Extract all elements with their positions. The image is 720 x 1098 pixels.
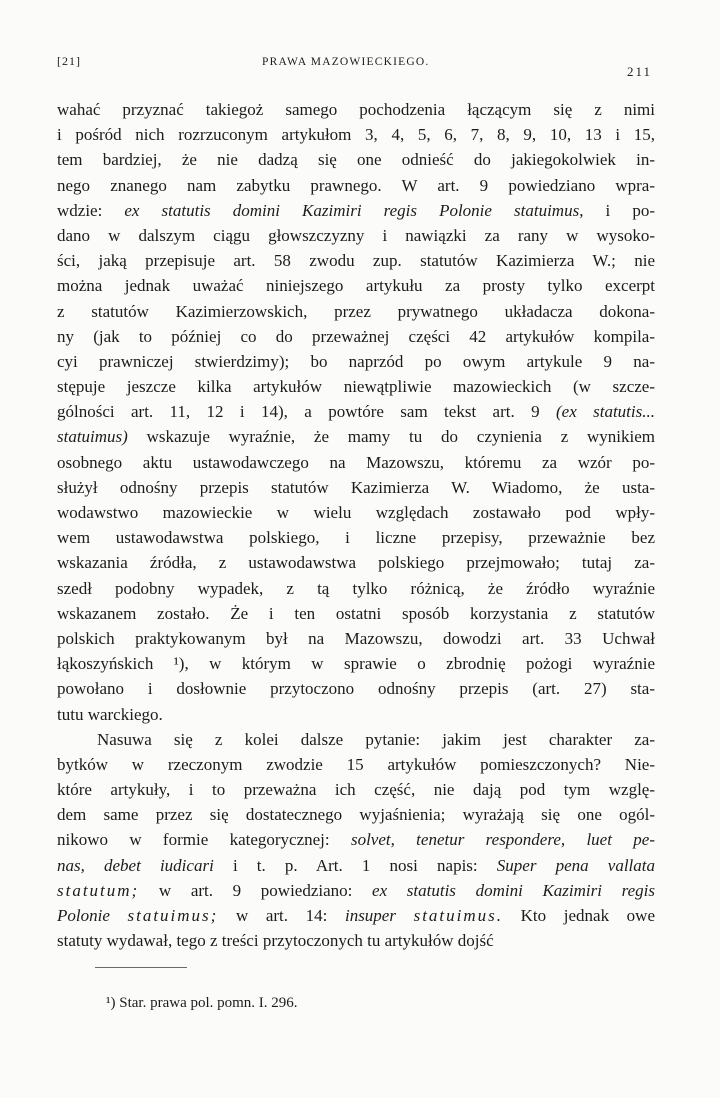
text-line [57, 424, 655, 449]
text-line [57, 223, 655, 248]
text-segment: stępuje jeszcze kilka artykułów niewątpliwie mazowieckich (w szcze- [57, 377, 655, 397]
text-line [57, 802, 655, 827]
text-segment: służył odnośny przepis statutów Kazimierza W. Wiadomo, że usta- [57, 477, 655, 497]
footnote-rule [95, 967, 187, 968]
text-segment: szedł podobny wypadek, z tą tylko różnicą, że źródło wyraźnie [57, 578, 655, 598]
text-segment: Kto jednak owe [503, 906, 655, 925]
text-line [57, 702, 655, 727]
text-segment: które artykuły, i to przeważna ich część, nie dają pod tym wzglę- [57, 780, 655, 800]
text-segment: statuty wydawał, tego z treści przytoczonych tu artykułów dojść [57, 931, 494, 951]
text-segment: wskazanem zostało. Że i ten ostatni sposób korzystania z statutów [57, 603, 655, 623]
text-line [57, 273, 655, 298]
text-line [57, 450, 655, 475]
text-line [57, 374, 655, 399]
text-line [57, 349, 655, 374]
signature-mark: [21] [57, 54, 81, 68]
emphasized-text: (ex statutis... [555, 402, 655, 422]
text-line [57, 601, 655, 626]
emphasized-text: nas, debet iudicari [57, 855, 214, 875]
emphasized-text: ex statutis domini Kazimiri regis Polonie statuimus [124, 200, 580, 220]
text-segment: wem ustawodawstwa polskiego, i liczne przepisy, przeważnie bez [57, 528, 655, 548]
text-segment: wahać przyznać takiegoż samego pochodzenia łączącym się z nimi [57, 100, 655, 119]
text-segment: nego znanego nam zabytku prawnego. W art. 9 powiedziano wpra- [57, 175, 655, 195]
text-segment: z statutów Kazimierzowskich, przez prywatnego układacza dokona- [57, 301, 655, 321]
text-line [57, 903, 655, 928]
text-line [57, 500, 655, 525]
text-line [57, 827, 655, 852]
text-line [57, 299, 655, 324]
text-segment: powołano i dosłownie przytoczono odnośny przepis (art. 27) sta- [57, 679, 655, 699]
text-segment: w art. 14: [218, 906, 345, 925]
text-segment: ny (jak to później co do przeważnej części 42 artykułów kompila- [57, 326, 655, 346]
text-line [57, 147, 655, 172]
text-line [57, 97, 655, 122]
page-number: 211 [626, 64, 652, 79]
text-segment: polskich praktykowanym był na Mazowszu, dowodzi art. 33 Uchwał [57, 628, 655, 648]
emphasized-text: Super pena vallata [496, 855, 655, 875]
text-line [57, 853, 655, 878]
text-line [57, 550, 655, 575]
emphasized-text: statuimus. [413, 906, 504, 925]
text-line [57, 399, 655, 424]
running-header [57, 48, 652, 78]
text-segment: Nasuwa się z kolei dalsze pytanie: jakim jest charakter za- [97, 729, 655, 749]
text-line [57, 173, 655, 198]
emphasized-text: solvet, tenetur respondere, luet pe- [350, 830, 655, 850]
text-segment: można jednak uważać niniejszego artykułu za prosty tylko excerpt [57, 276, 655, 296]
emphasized-text: statuimus) [57, 427, 128, 447]
text-segment: dano w dalszym ciągu głowszczyzny i nawiązki za rany w wysoko- [57, 225, 655, 245]
body-text [57, 97, 655, 953]
text-line [57, 676, 655, 701]
text-line [57, 475, 655, 500]
text-line [57, 878, 655, 903]
text-segment: łąkoszyńskich ¹), w którym w sprawie o zbrodnię pożogi wyraźnie [57, 654, 655, 674]
emphasized-text: ex statutis domini Kazimiri regis [372, 880, 655, 900]
text-line [57, 576, 655, 601]
text-line [57, 324, 655, 349]
text-line [57, 752, 655, 777]
text-segment: tem bardziej, że nie dadzą się one odnieść do jakiegokolwiek in- [57, 150, 655, 170]
text-segment: wdzie: [57, 200, 125, 220]
text-segment: w art. 9 powiedziano: [139, 880, 373, 900]
text-line [57, 198, 655, 223]
text-segment: nikowo w formie kategorycznej: [57, 830, 351, 850]
text-segment: osobnego aktu ustawodawczego na Mazowszu, któremu za wzór po- [57, 452, 655, 472]
text-line [57, 248, 655, 273]
text-segment: wskazuje wyraźnie, że mamy tu do czynienia z wynikiem [127, 427, 655, 447]
emphasized-text: statutum; [57, 880, 140, 900]
text-line [57, 525, 655, 550]
running-title: PRAWA MAZOWIECKIEGO. [262, 56, 430, 68]
text-segment: , i po- [579, 200, 655, 220]
text-line [57, 122, 655, 147]
text-segment: i pośród nich rozrzuconym artykułom 3, 4, 5, 6, 7, 8, 9, 10, 13 i 15, [57, 125, 655, 145]
text-segment: wodawstwo mazowieckie w wielu względach zostawało pod wpły- [57, 503, 655, 522]
text-line [57, 626, 655, 651]
text-segment: tutu warckiego. [57, 704, 163, 724]
footnote: ¹) Star. prawa pol. pomn. I. 296. [106, 995, 298, 1011]
emphasized-text: insuper [344, 906, 414, 925]
text-line [57, 777, 655, 802]
emphasized-text: statuimus; [127, 906, 219, 925]
text-line [57, 727, 655, 752]
text-segment: ści, jaką przepisuje art. 58 zwodu zup. statutów Kazimierza W.; nie [57, 251, 655, 271]
text-segment: gólności art. 11, 12 i 14), a powtóre sam tekst art. 9 [57, 402, 556, 422]
emphasized-text: Polonie [57, 906, 128, 925]
text-line [57, 928, 655, 953]
text-segment: cyi prawniczej stwierdzimy); bo naprzód po owym artykule 9 na- [57, 351, 655, 371]
text-segment: i t. p. Art. 1 nosi napis: [213, 855, 497, 875]
text-segment: bytków w rzeczonym zwodzie 15 artykułów pomieszczonych? Nie- [57, 754, 655, 774]
text-segment: wskazania źródła, z ustawodawstwa polskiego przejmowało; tutaj za- [57, 553, 655, 573]
text-segment: dem same przez się dostatecznego wyjaśnienia; wyrażają się one ogól- [57, 805, 655, 825]
text-line [57, 651, 655, 676]
